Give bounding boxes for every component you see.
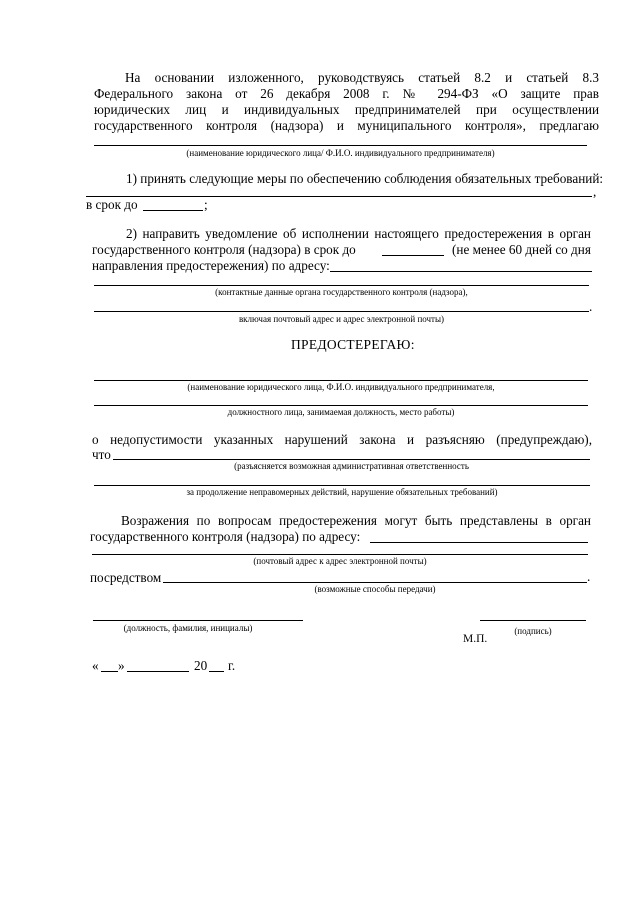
signature-caption: (подпись)	[514, 626, 552, 636]
warned-person-field[interactable]	[94, 380, 588, 381]
postal-caption: (почтовый адрес к адрес электронной почты)	[253, 556, 427, 566]
date-year-prefix: 20	[194, 658, 208, 673]
deadline-field[interactable]	[143, 210, 203, 211]
item2-line-2b: (не менее 60 дней со дня	[452, 242, 591, 257]
date-open-quote: «	[92, 658, 99, 673]
date-month-field[interactable]	[127, 671, 189, 672]
control-contacts-field-2[interactable]	[94, 311, 589, 312]
item1-comma: ,	[593, 184, 597, 199]
legal-entity-field[interactable]	[94, 145, 587, 146]
warning-line-1: о недопустимости указанных нарушений закона и разъясняю (предупреждаю),	[92, 432, 592, 447]
means-label: посредством	[90, 570, 162, 585]
objections-address-field[interactable]	[370, 542, 588, 543]
means-period: .	[587, 569, 591, 584]
item2-line-1: 2) направить уведомление об исполнении настоящего предостережения в орган	[126, 226, 591, 241]
warned-person-caption-2: должностного лица, занимаемая должность, место работы)	[227, 407, 455, 417]
liability-caption-2: за продолжение неправомерных действий, нарушение обязательных требований)	[186, 487, 498, 497]
position-name-field[interactable]	[93, 620, 303, 621]
liability-field-2[interactable]	[94, 485, 590, 486]
control-contacts-caption: (контактные данные органа государственного контроля (надзора),	[215, 287, 468, 297]
deadline-label: в срок до	[86, 197, 138, 212]
measures-field[interactable]	[86, 196, 592, 197]
heading-warning: ПРЕДОСТЕРЕГАЮ:	[291, 337, 415, 352]
item2-line-2a: государственного контроля (надзора) в срок до	[92, 242, 356, 257]
position-name-caption: (должность, фамилия, инициалы)	[123, 623, 253, 633]
objections-line-1: Возражения по вопросам предостережения могут быть представлены в орган	[121, 513, 591, 528]
intro-line-2: Федерального закона от 26 декабря 2008 г. № 294-ФЗ «О защите прав	[94, 86, 599, 101]
warning-line-2: что	[92, 447, 111, 462]
item1-text: 1) принять следующие меры по обеспечению соблюдения обязательных требований:	[126, 171, 604, 186]
means-caption: (возможные способы передачи)	[314, 584, 436, 594]
notification-deadline-field[interactable]	[382, 255, 444, 256]
objections-line-2: государственного контроля (надзора) по адресу:	[90, 529, 361, 544]
date-day-field[interactable]	[101, 671, 118, 672]
warned-person-caption: (наименование юридического лица, Ф.И.О. индивидуального предпринимателя,	[187, 382, 495, 392]
control-contacts-field[interactable]	[94, 285, 589, 286]
stamp-label: М.П.	[463, 633, 488, 645]
date-year-field[interactable]	[209, 671, 224, 672]
date-year-suffix: г.	[228, 658, 236, 673]
intro-line-3: юридических лиц и индивидуальных предпринимателей при осуществлении	[94, 102, 599, 117]
control-contacts-caption-2: включая почтовый адрес и адрес электронной почты)	[238, 314, 445, 324]
date-close-quote: »	[118, 658, 125, 673]
deadline-semicolon: ;	[204, 197, 208, 212]
liability-caption: (разъясняется возможная административная ответственность	[234, 461, 469, 471]
item2-line-3: направления предостережения) по адресу:	[92, 258, 330, 273]
warned-person-field-2[interactable]	[94, 405, 588, 406]
liability-field[interactable]	[113, 459, 590, 460]
signature-field[interactable]	[480, 620, 586, 621]
notification-address-field[interactable]	[330, 271, 592, 272]
means-field[interactable]	[163, 582, 587, 583]
legal-entity-caption: (наименование юридического лица/ Ф.И.О. индивидуального предпринимателя)	[186, 148, 495, 158]
intro-line-4: государственного контроля (надзора) и муниципального контроля», предлагаю	[94, 118, 599, 133]
intro-line-1: На основании изложенного, руководствуясь статьей 8.2 и статьей 8.3	[125, 70, 599, 85]
postal-field[interactable]	[92, 554, 588, 555]
item2-period: .	[589, 299, 593, 314]
